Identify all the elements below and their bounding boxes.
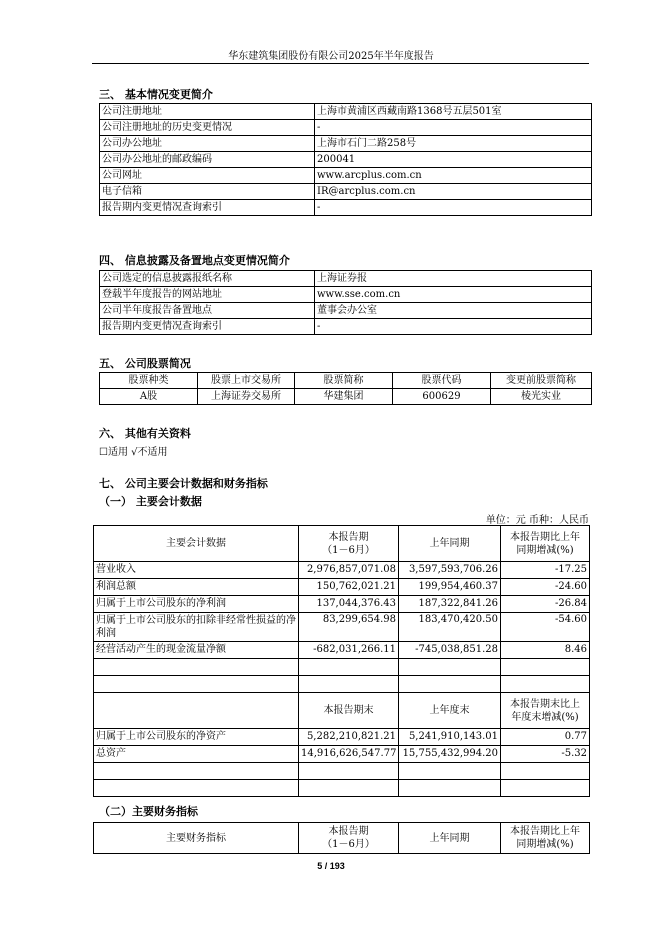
value-cell: 199,954,460.37 [399, 579, 501, 596]
info-value: www.sse.com.cn [315, 287, 592, 303]
table-header-cell: 本报告期末比上 年度末增减(%) [501, 693, 590, 729]
empty-cell [299, 676, 399, 693]
value-cell: 183,470,420.50 [399, 613, 501, 642]
info-row [100, 136, 592, 152]
info-label: 公司选定的信息披露报纸名称 [100, 271, 315, 287]
stock-cell: A股 [100, 389, 198, 405]
table-row [94, 729, 590, 746]
blank-row [94, 780, 590, 797]
section5-title: 五、 公司股票简况 [99, 357, 191, 370]
value-cell: 2,976,857,071.08 [299, 562, 399, 579]
row-label: 归属于上市公司股东的净资产 [94, 729, 299, 746]
empty-cell [501, 780, 590, 797]
table-header-row [94, 526, 590, 562]
stock-table [99, 372, 592, 405]
stock-header-cell: 股票简称 [295, 373, 393, 389]
value-cell: -54.60 [501, 613, 590, 642]
financial-indicators-table [93, 822, 590, 854]
row-label: 营业收入 [94, 562, 299, 579]
info-value: www.arcplus.com.cn [315, 168, 592, 184]
applicability-options: ☐适用 √不适用 [99, 447, 168, 458]
empty-cell [501, 676, 590, 693]
empty-cell [299, 780, 399, 797]
value-cell: 0.77 [501, 729, 590, 746]
info-row [100, 319, 592, 335]
value-cell: -5.32 [501, 746, 590, 763]
info-label: 公司半年度报告备置地点 [100, 303, 315, 319]
empty-cell [299, 659, 399, 676]
blank-row [94, 676, 590, 693]
value-cell: -24.60 [501, 579, 590, 596]
section3-title: 三、 基本情况变更简介 [99, 88, 213, 101]
value-cell: 3,597,593,706.26 [399, 562, 501, 579]
info-row [100, 271, 592, 287]
empty-cell [399, 659, 501, 676]
accounting-data-subtitle: （一） 主要会计数据 [99, 495, 202, 508]
table-header-cell: 本报告期末 [299, 693, 399, 729]
info-label: 公司网址 [100, 168, 315, 184]
section6-title: 六、 其他有关资料 [99, 427, 191, 440]
row-label: 利润总额 [94, 579, 299, 596]
header-divider [92, 63, 589, 64]
value-cell: 137,044,376.43 [299, 596, 399, 613]
value-cell: -26.84 [501, 596, 590, 613]
stock-header-cell: 股票种类 [100, 373, 198, 389]
info-row [100, 200, 592, 216]
accounting-data-table [93, 525, 590, 797]
info-value: 上海市黄浦区西藏南路1368号五层501室 [315, 104, 592, 120]
table-row [94, 746, 590, 763]
basic-info-table [99, 103, 592, 216]
info-row [100, 184, 592, 200]
info-label: 电子信箱 [100, 184, 315, 200]
info-label: 登载半年度报告的网站地址 [100, 287, 315, 303]
value-cell: 8.46 [501, 642, 590, 659]
table-row [94, 596, 590, 613]
info-value: - [315, 319, 592, 335]
stock-data-row [100, 389, 592, 405]
empty-cell [501, 763, 590, 780]
table-header-row [94, 823, 590, 854]
stock-header-cell: 变更前股票简称 [491, 373, 592, 389]
section4-title: 四、 信息披露及备置地点变更情况简介 [99, 254, 290, 267]
info-label: 公司注册地址 [100, 104, 315, 120]
info-value: 上海市石门二路258号 [315, 136, 592, 152]
stock-cell: 棱光实业 [491, 389, 592, 405]
table-header-cell: 本报告期 （1－6月） [299, 526, 399, 562]
info-label: 公司注册地址的历史变更情况 [100, 120, 315, 136]
unit-currency-note: 单位：元 币种：人民币 [485, 515, 589, 526]
empty-cell [94, 659, 299, 676]
financial-indicators-subtitle: （二）主要财务指标 [99, 805, 198, 818]
info-row [100, 168, 592, 184]
info-value: 200041 [315, 152, 592, 168]
value-cell: -17.25 [501, 562, 590, 579]
value-cell: 15,755,432,994.20 [399, 746, 501, 763]
row-label: 归属于上市公司股东的净利润 [94, 596, 299, 613]
table-header-cell: 上年同期 [399, 823, 501, 854]
stock-cell: 上海证券交易所 [198, 389, 295, 405]
page-header: 华东建筑集团股份有限公司2025年半年度报告 [228, 51, 434, 62]
table-header-cell: 上年度末 [399, 693, 501, 729]
empty-cell [94, 763, 299, 780]
value-cell: 187,322,841.26 [399, 596, 501, 613]
table-header-cell: 本报告期 （1－6月） [299, 823, 399, 854]
table-header-cell: 主要财务指标 [94, 823, 299, 854]
info-value: - [315, 120, 592, 136]
stock-header-cell: 股票代码 [393, 373, 491, 389]
table-row [94, 613, 590, 642]
value-cell: 14,916,626,547.77 [299, 746, 399, 763]
empty-cell [501, 659, 590, 676]
table-header-cell: 主要会计数据 [94, 526, 299, 562]
page-number: 5 / 193 [317, 861, 345, 871]
table-header-cell [94, 693, 299, 729]
stock-cell: 华建集团 [295, 389, 393, 405]
info-row [100, 104, 592, 120]
table-header-cell: 上年同期 [399, 526, 501, 562]
info-row [100, 120, 592, 136]
value-cell: 83,299,654.98 [299, 613, 399, 642]
disclosure-table [99, 270, 592, 335]
empty-cell [399, 676, 501, 693]
value-cell: 5,241,910,143.01 [399, 729, 501, 746]
empty-cell [94, 676, 299, 693]
section7-title: 七、 公司主要会计数据和财务指标 [99, 477, 268, 490]
row-label: 归属于上市公司股东的扣除非经常性损益的净利润 [94, 613, 299, 642]
info-value: - [315, 200, 592, 216]
table-header-cell: 本报告期比上年 同期增减(%) [501, 823, 590, 854]
info-value: 上海证券报 [315, 271, 592, 287]
value-cell: 5,282,210,821.21 [299, 729, 399, 746]
stock-header-row [100, 373, 592, 389]
blank-row [94, 659, 590, 676]
info-value: 董事会办公室 [315, 303, 592, 319]
info-value: IR@arcplus.com.cn [315, 184, 592, 200]
table-header-row [94, 693, 590, 729]
blank-row [94, 763, 590, 780]
info-row [100, 287, 592, 303]
info-row [100, 152, 592, 168]
value-cell: 150,762,021.21 [299, 579, 399, 596]
info-label: 公司办公地址 [100, 136, 315, 152]
value-cell: -745,038,851.28 [399, 642, 501, 659]
stock-header-cell: 股票上市交易所 [198, 373, 295, 389]
table-row [94, 579, 590, 596]
info-row [100, 303, 592, 319]
stock-cell: 600629 [393, 389, 491, 405]
empty-cell [399, 763, 501, 780]
info-label: 报告期内变更情况查询索引 [100, 319, 315, 335]
value-cell: -682,031,266.11 [299, 642, 399, 659]
info-label: 报告期内变更情况查询索引 [100, 200, 315, 216]
table-header-cell: 本报告期比上年 同期增减(%) [501, 526, 590, 562]
row-label: 总资产 [94, 746, 299, 763]
empty-cell [399, 780, 501, 797]
empty-cell [94, 780, 299, 797]
info-label: 公司办公地址的邮政编码 [100, 152, 315, 168]
table-row [94, 642, 590, 659]
row-label: 经营活动产生的现金流量净额 [94, 642, 299, 659]
table-row [94, 562, 590, 579]
empty-cell [299, 763, 399, 780]
